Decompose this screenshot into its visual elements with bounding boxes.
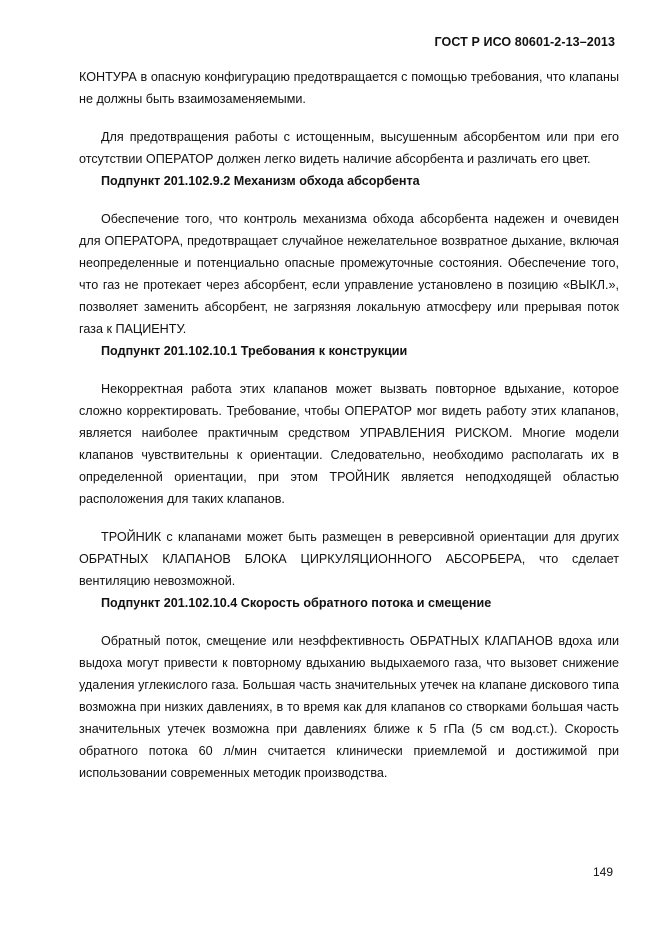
section-heading: Подпункт 201.102.10.1 Требования к конструкции xyxy=(101,344,408,358)
paragraph: Обратный поток, смещение или неэффективность ОБРАТНЫХ КЛАПАНОВ вдоха или выдоха могут привести к повторному вдыханию выдыхаемого газа, что вызовет снижение удаления углекислого газа. Большая часть значительных утечек на клапане дискового типа возможна при низких давлениях, в то время как для клапанов со створками большая часть значительных утечек возможна при давлениях ближе к 5 гПа (5 см вод.ст.). Скорость обратного потока 60 л/мин считается клинически приемлемой и достижимой при использовании современных методик производства. xyxy=(79,634,619,780)
document-header: ГОСТ Р ИСО 80601-2-13–2013 xyxy=(434,35,615,49)
paragraph: КОНТУРА в опасную конфигурацию предотвращается с помощью требования, что клапаны не должны быть взаимозаменяемыми. xyxy=(79,70,619,106)
paragraph: Некорректная работа этих клапанов может вызвать повторное вдыхание, которое сложно корректировать. Требование, чтобы ОПЕРАТОР мог видеть работу этих клапанов, является наиболее практичным средством УПРАВЛЕНИЯ РИСКОМ. Многие модели клапанов чувствительны к ориентации. Следовательно, необходимо располагать их в определенной ориентации, при этом ТРОЙНИК является неподходящей областью расположения для таких клапанов. xyxy=(79,382,619,506)
section-heading: Подпункт 201.102.9.2 Механизм обхода абсорбента xyxy=(101,174,420,188)
document-body xyxy=(79,66,619,784)
paragraph: ТРОЙНИК с клапанами может быть размещен в реверсивной ориентации для других ОБРАТНЫХ КЛАПАНОВ БЛОКА ЦИРКУЛЯЦИОННОГО АБСОРБЕРА, что сделает вентиляцию невозможной. xyxy=(79,530,619,588)
paragraph: Обеспечение того, что контроль механизма обхода абсорбента надежен и очевиден для ОПЕРАТОРА, предотвращает случайное нежелательное возвратное дыхание, включая неопределенные и потенциально опасные промежуточные состояния. Обеспечение того, что газ не протекает через абсорбент, если управление установлено в позицию «ВЫКЛ.», позволяет заменить абсорбент, не загрязняя локальную атмосферу или прерывая поток газа к ПАЦИЕНТУ. xyxy=(79,212,619,336)
paragraph: Для предотвращения работы с истощенным, высушенным абсорбентом или при его отсутствии ОПЕРАТОР должен легко видеть наличие абсорбента и различать его цвет. xyxy=(79,130,619,166)
page-number: 149 xyxy=(592,865,613,879)
section-heading: Подпункт 201.102.10.4 Скорость обратного потока и смещение xyxy=(101,596,492,610)
